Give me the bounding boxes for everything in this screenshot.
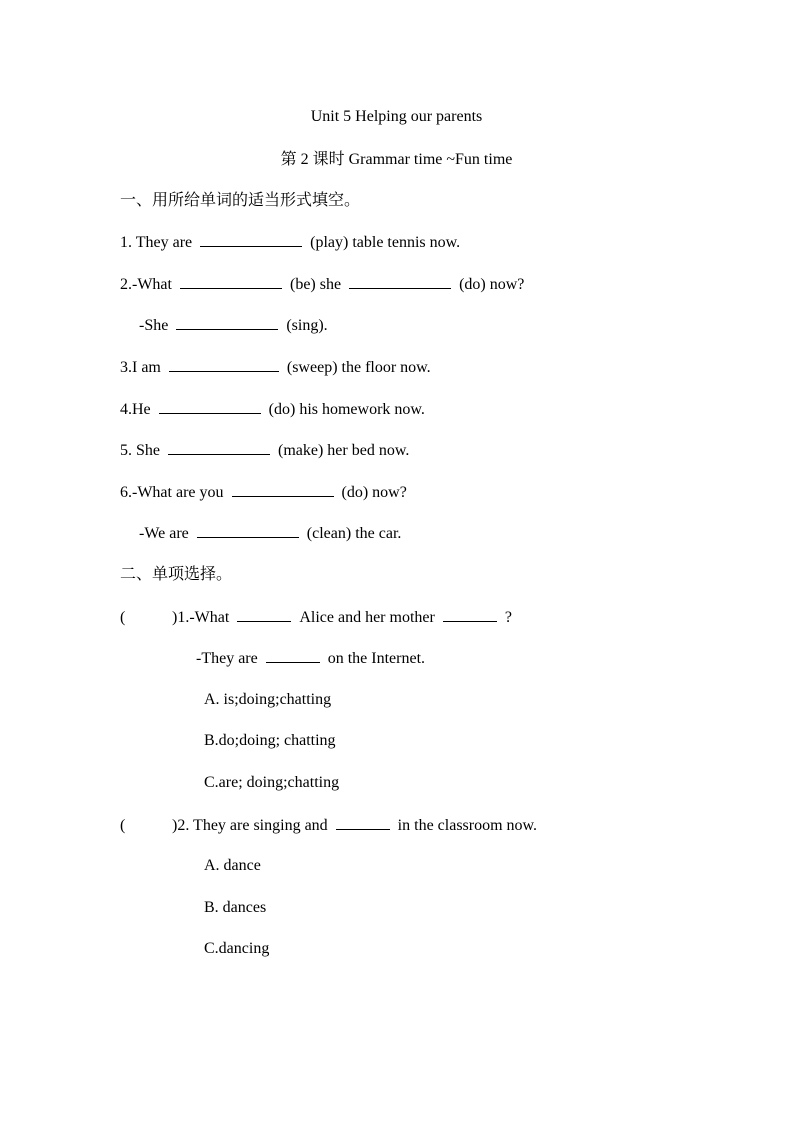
s2q1-option-a[interactable]: A. is;doing;chatting (204, 691, 332, 708)
q2b-blank[interactable] (176, 315, 278, 330)
s1-question-4 (120, 399, 425, 420)
s2q1-blank-1[interactable] (237, 607, 291, 622)
s2q1-suffix: ? (504, 609, 512, 626)
s2q1-option-b[interactable]: B.do;doing; chatting (204, 732, 336, 749)
s2q2-option-c[interactable]: C.dancing (204, 940, 270, 957)
s1-question-3 (120, 357, 431, 378)
s2q1-blank-3[interactable] (266, 648, 320, 663)
q6b-suffix: (clean) the car. (306, 525, 402, 542)
s2q1-answer-paren[interactable]: ( (120, 609, 126, 626)
q2-blank-2[interactable] (349, 274, 451, 289)
s2q1-answer-prefix: -They are (196, 650, 258, 667)
s2q1-middle: Alice and her mother (299, 609, 435, 626)
q2-middle: (be) she (289, 276, 342, 293)
q5-suffix: (make) her bed now. (278, 442, 410, 459)
s2q1-option-c[interactable]: C.are; doing;chatting (204, 774, 340, 791)
page-title: Unit 5 Helping our parents (310, 108, 483, 125)
q6b-prefix: -We are (139, 525, 189, 542)
s1-question-5 (120, 440, 409, 461)
q4-blank[interactable] (159, 399, 261, 414)
s2q2-prefix: )2. They are singing and (172, 817, 328, 834)
s2-question-1 (120, 607, 512, 628)
q5-prefix: 5. She (120, 442, 160, 459)
s2q1-prefix: )1.-What (172, 609, 230, 626)
q1-blank[interactable] (200, 232, 302, 247)
section1-heading: 一、用所给单词的适当形式填空。 (120, 192, 361, 209)
q1-suffix: (play) table tennis now. (310, 234, 461, 251)
q2-prefix: 2.-What (120, 276, 172, 293)
q1-prefix: 1. They are (120, 234, 193, 251)
s2q2-answer-paren[interactable]: ( (120, 817, 126, 834)
q2-blank-1[interactable] (180, 274, 282, 289)
s1-question-6 (120, 482, 407, 503)
s2q2-blank[interactable] (336, 815, 390, 830)
q4-suffix: (do) his homework now. (268, 401, 425, 418)
q6-blank[interactable] (232, 482, 334, 497)
q6-suffix: (do) now? (341, 484, 407, 501)
q2-suffix: (do) now? (459, 276, 525, 293)
q2b-prefix: -She (139, 317, 169, 334)
q3-prefix: 3.I am (120, 359, 161, 376)
s1-question-6-answer (139, 523, 401, 544)
section2-heading: 二、单项选择。 (120, 566, 233, 583)
s2q2-option-b[interactable]: B. dances (204, 899, 267, 916)
q6-prefix: 6.-What are you (120, 484, 224, 501)
q4-prefix: 4.He (120, 401, 151, 418)
s2q2-suffix: in the classroom now. (397, 817, 538, 834)
q5-blank[interactable] (168, 440, 270, 455)
s2-question-1-answer (196, 648, 425, 669)
s2q1-answer-suffix: on the Internet. (327, 650, 426, 667)
s1-question-2 (120, 274, 524, 295)
s1-question-2-answer (139, 315, 328, 336)
q6b-blank[interactable] (197, 523, 299, 538)
s2q1-blank-2[interactable] (443, 607, 497, 622)
q3-suffix: (sweep) the floor now. (286, 359, 431, 376)
s1-question-1 (120, 232, 460, 253)
q2b-suffix: (sing). (286, 317, 328, 334)
s2-question-2 (120, 815, 537, 836)
page-subtitle: 第 2 课时 Grammar time ~Fun time (280, 151, 513, 168)
q3-blank[interactable] (169, 357, 279, 372)
s2q2-option-a[interactable]: A. dance (204, 857, 261, 874)
